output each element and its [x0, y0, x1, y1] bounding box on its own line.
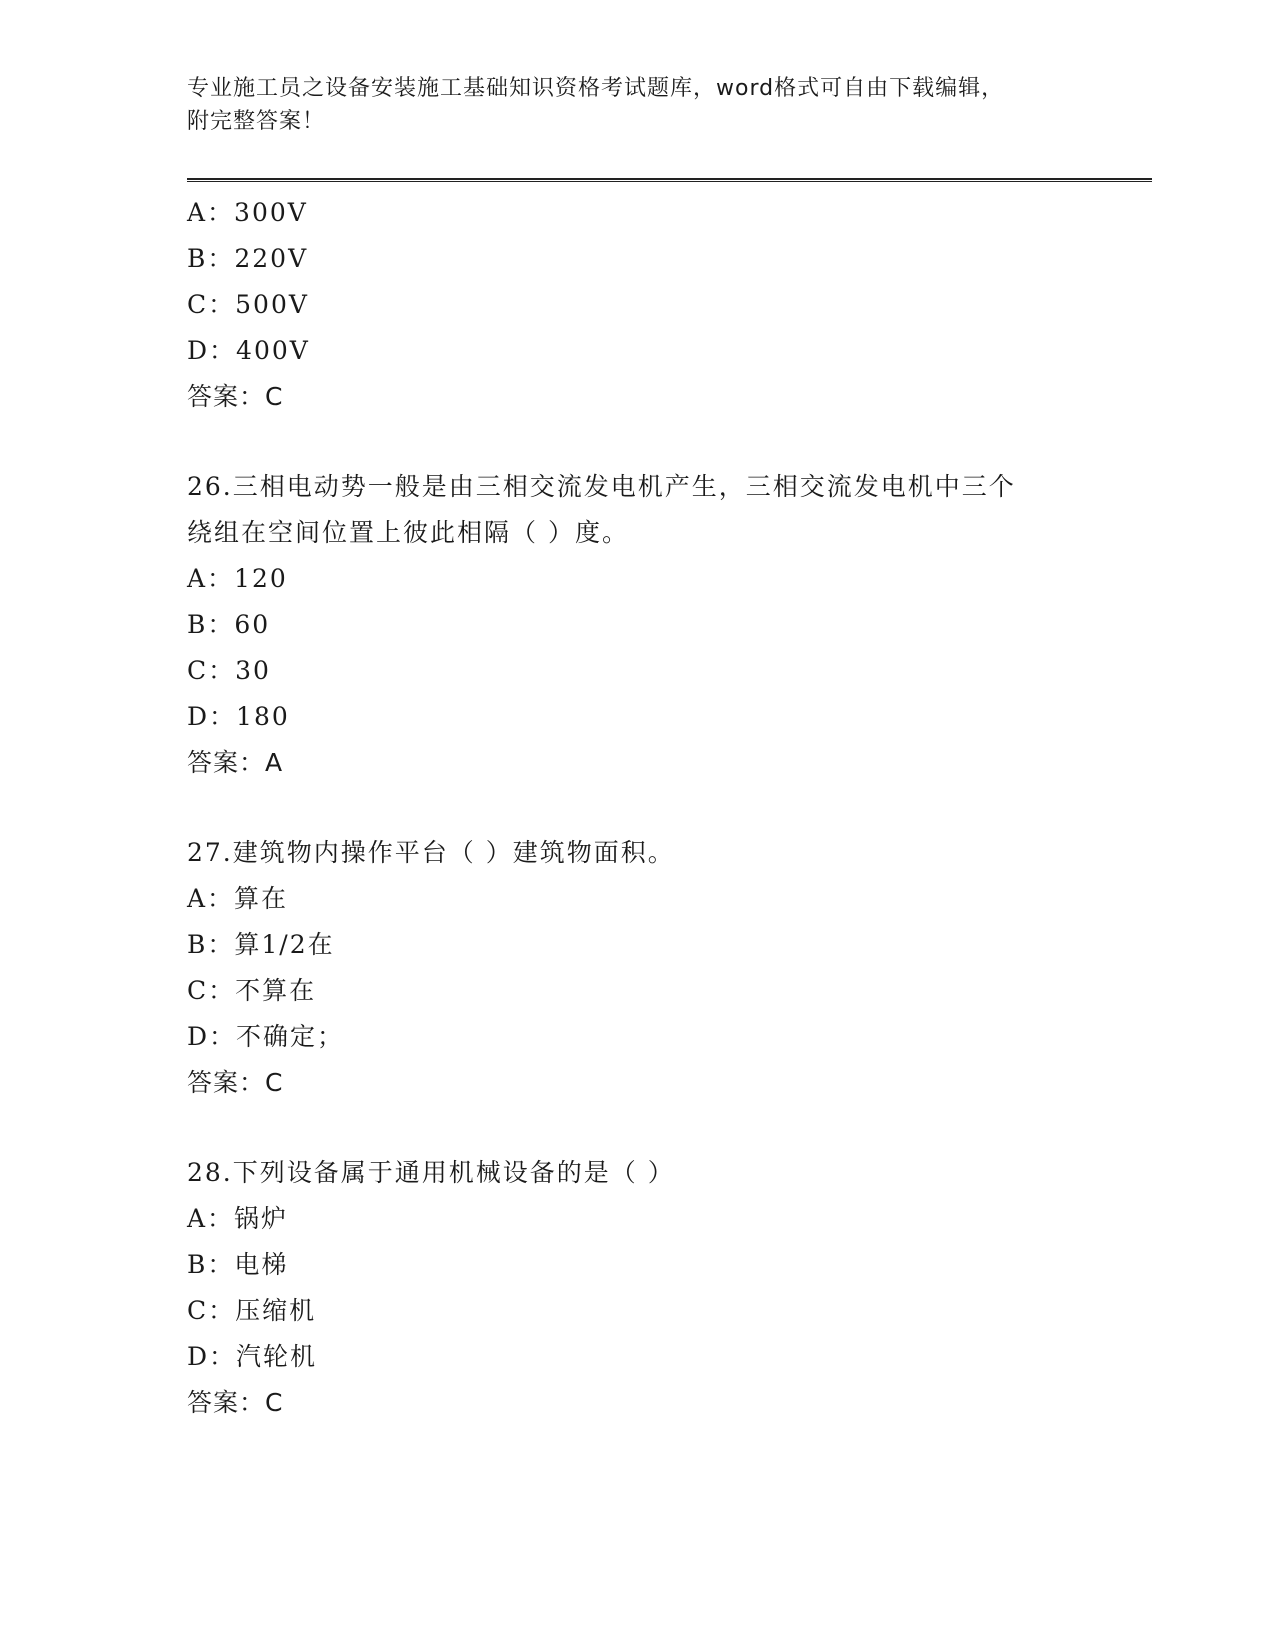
question-list: [187, 190, 1152, 1426]
option-b: B：60: [187, 610, 271, 639]
document-header: [187, 72, 1087, 138]
option-b: B：算1/2在: [187, 930, 335, 959]
question-27: [187, 830, 1152, 1106]
option-c: C：不算在: [187, 976, 317, 1005]
option-a: A：算在: [187, 884, 289, 913]
option-b: B：220V: [187, 244, 309, 273]
question-28: [187, 1150, 1152, 1426]
question-stem-line-2: 绕组在空间位置上彼此相隔（ ）度。: [187, 518, 629, 547]
header-divider: [187, 178, 1152, 182]
option-d: D：汽轮机: [187, 1342, 318, 1371]
header-line-1: 专业施工员之设备安装施工基础知识资格考试题库，word格式可自由下载编辑，: [187, 76, 1005, 101]
option-d: D：不确定；: [187, 1022, 345, 1051]
option-d: D：400V: [187, 336, 310, 365]
answer: 答案：C: [187, 1388, 284, 1417]
answer: 答案：A: [187, 748, 284, 777]
spacer: [187, 1106, 1152, 1150]
option-c: C：压缩机: [187, 1296, 317, 1325]
spacer: [187, 420, 1152, 464]
spacer: [187, 786, 1152, 830]
option-d: D：180: [187, 702, 290, 731]
question-stem: 27.建筑物内操作平台（ ）建筑物面积。: [187, 838, 675, 867]
question-25: [187, 190, 1152, 420]
option-c: C：500V: [187, 290, 309, 319]
option-a: A：锅炉: [187, 1204, 289, 1233]
question-stem: 28.下列设备属于通用机械设备的是（ ）: [187, 1158, 675, 1187]
answer: 答案：C: [187, 382, 284, 411]
option-a: A：120: [187, 564, 288, 593]
option-a: A：300V: [187, 198, 308, 227]
answer: 答案：C: [187, 1068, 284, 1097]
header-line-2: 附完整答案！: [187, 109, 326, 134]
option-b: B：电梯: [187, 1250, 289, 1279]
option-c: C：30: [187, 656, 271, 685]
question-stem-line-1: 26.三相电动势一般是由三相交流发电机产生，三相交流发电机中三个: [187, 472, 1016, 501]
question-26: [187, 464, 1152, 786]
